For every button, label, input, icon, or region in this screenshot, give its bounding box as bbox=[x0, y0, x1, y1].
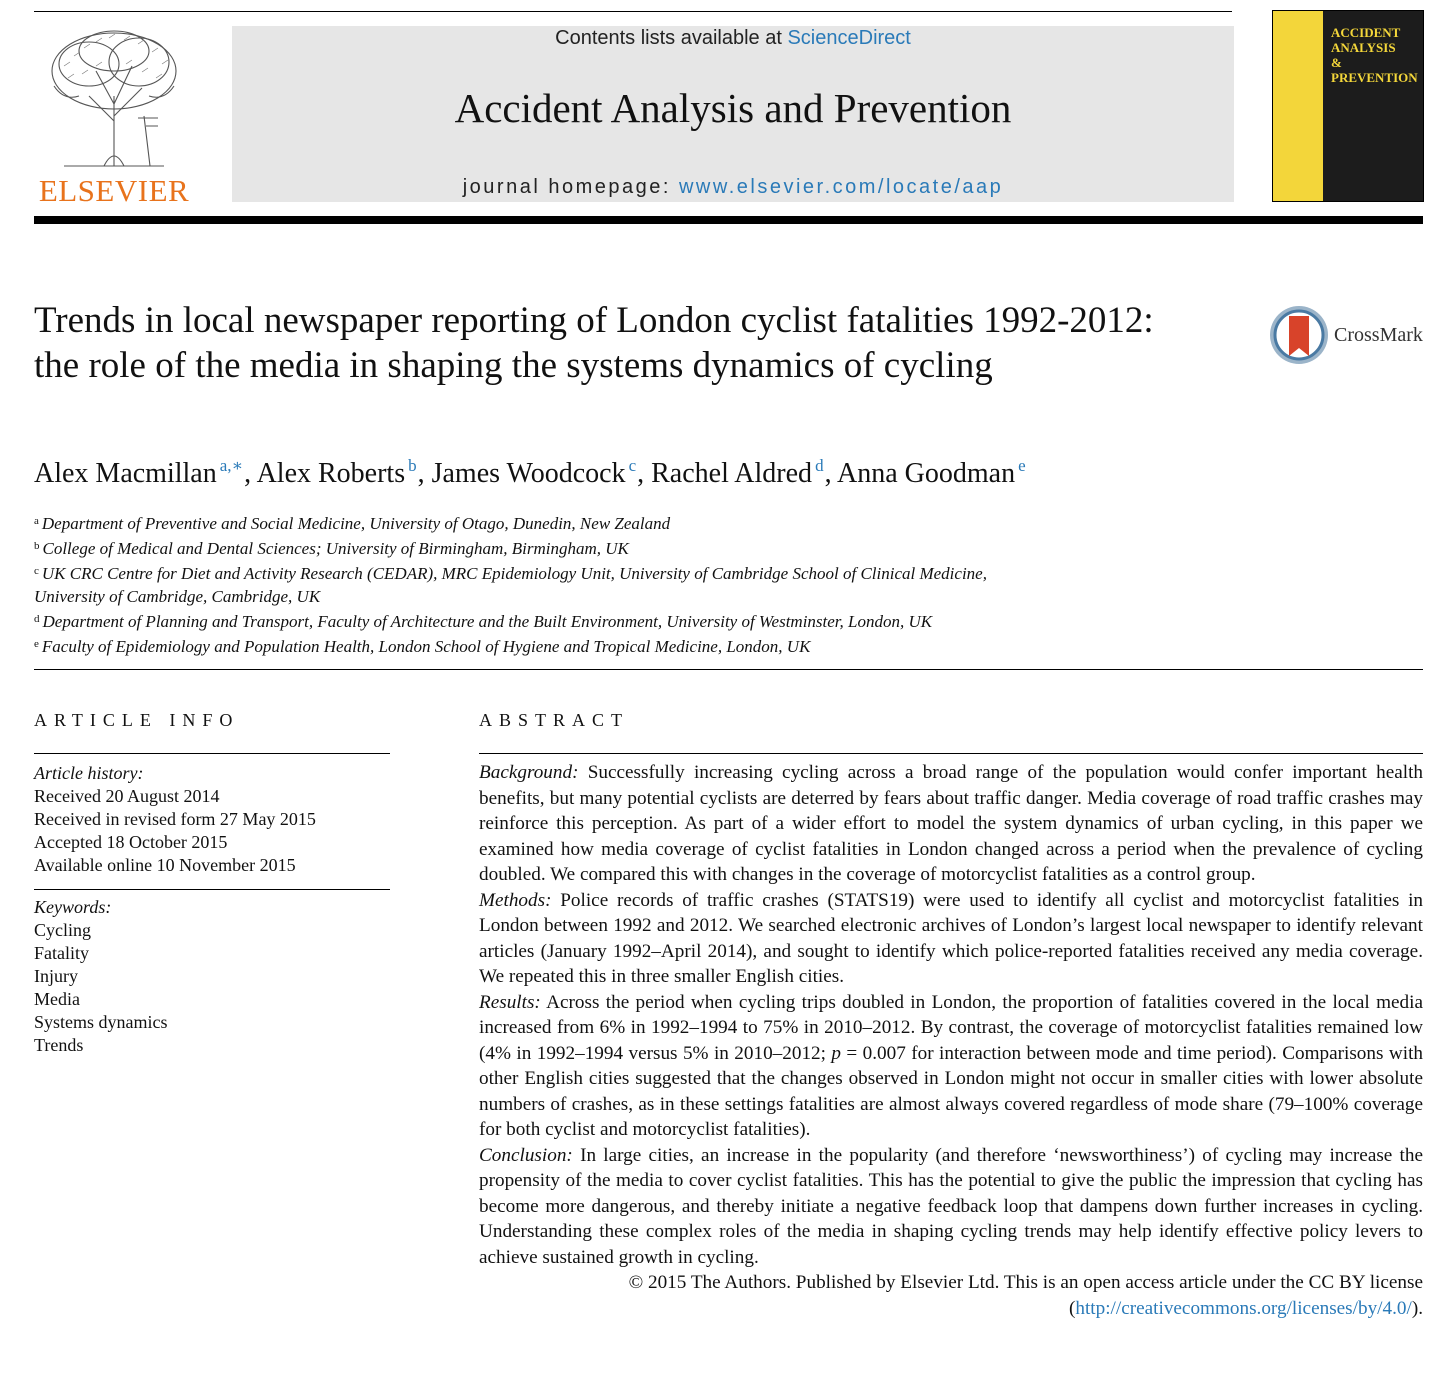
article-history bbox=[34, 762, 390, 877]
homepage-line: journal homepage: www.elsevier.com/locate/aap bbox=[462, 176, 1004, 198]
license-link[interactable]: http://creativecommons.org/licenses/by/4.0/ bbox=[1075, 1297, 1412, 1319]
author-name[interactable]: Alex Macmillan bbox=[34, 458, 217, 489]
keyword[interactable]: Cycling bbox=[34, 920, 91, 940]
publisher-name: ELSEVIER bbox=[38, 173, 190, 208]
license-line: (http://creativecommons.org/licenses/by/4.0/). bbox=[1068, 1297, 1423, 1319]
affiliation-item: $^e$ Faculty of Epidemiology and Population Health, London School of Hygiene and Tropical Medicine, London, UK bbox=[34, 637, 811, 656]
author-name[interactable]: Rachel Aldred bbox=[651, 458, 813, 489]
history-entry: Available online 10 November 2015 bbox=[34, 855, 296, 875]
keyword[interactable]: Trends bbox=[34, 1035, 84, 1055]
history-entry: Received 20 August 2014 bbox=[34, 786, 220, 806]
affiliation-item: University of Cambridge, Cambridge, UK bbox=[34, 587, 321, 606]
top-rule bbox=[34, 11, 1232, 12]
journal-header-box bbox=[232, 26, 1234, 202]
affiliation-list bbox=[34, 510, 987, 658]
keyword[interactable]: Injury bbox=[34, 966, 78, 986]
journal-title: Accident Analysis and Prevention bbox=[454, 85, 1012, 131]
keyword[interactable]: Systems dynamics bbox=[34, 1012, 168, 1032]
tree-emblem-icon bbox=[34, 26, 194, 171]
author-affil-mark[interactable]: e bbox=[1018, 456, 1026, 475]
history-label: Article history: bbox=[34, 763, 144, 783]
affiliation-item: $^c$ UK CRC Centre for Diet and Activity Research (CEDAR), MRC Epidemiology Unit, University of Cambridge School of Clinical Medicine, bbox=[34, 564, 987, 583]
abstract-body bbox=[479, 760, 1423, 1321]
affiliation-item: $^b$ College of Medical and Dental Sciences; University of Birmingham, Birmingham, UK bbox=[34, 539, 629, 558]
sciencedirect-link[interactable]: ScienceDirect bbox=[787, 27, 911, 49]
abstract-background: Background: Successfully increasing cycling across a broad range of the population would confer important health benefits, but many potential cyclists are deterred by fears about traffic danger. Media coverage of road traffic crashes may reinforce this perception. As part of a wider effort to model the system dynamics of urban cycling, in this paper we examined how media coverage of cyclist fatalities in London changed across a period when the prevalence of cycling doubled. We compared this with changes in the coverage of motorcyclist fatalities as a control group. bbox=[479, 762, 1423, 885]
journal-cover-thumbnail[interactable] bbox=[1272, 10, 1424, 202]
divider bbox=[479, 753, 1423, 754]
divider bbox=[34, 889, 390, 890]
author-affil-mark[interactable]: c bbox=[628, 456, 637, 475]
cover-title: ACCIDENT ANALYSIS & PREVENTION bbox=[1331, 25, 1418, 85]
author-affil-mark[interactable]: b bbox=[408, 456, 417, 475]
divider bbox=[34, 753, 390, 754]
author-name[interactable]: Anna Goodman bbox=[837, 458, 1016, 489]
elsevier-logo[interactable] bbox=[34, 26, 194, 208]
article-info-heading: ARTICLE INFO bbox=[34, 710, 240, 730]
author-affil-mark[interactable]: d bbox=[815, 456, 824, 475]
crossmark-label: CrossMark bbox=[1334, 324, 1423, 346]
keyword[interactable]: Fatality bbox=[34, 943, 89, 963]
keywords-label: Keywords: bbox=[34, 897, 112, 917]
crossmark-badge[interactable] bbox=[1268, 302, 1428, 368]
article-title: Trends in local newspaper reporting of London cyclist fatalities 1992-2012: the role of the media in shaping the systems dynamics of cycling bbox=[34, 300, 1154, 386]
author-list: Alex Macmillan $^{a,∗}$, Alex Roberts $^b$, James Woodcock $^c$, Rachel Aldred $^d$, Anna Goodman $^e$ bbox=[34, 456, 1026, 489]
article-info-column bbox=[34, 710, 390, 1057]
affiliation-item: $^d$ Department of Planning and Transport, Faculty of Architecture and the Built Environment, University of Westminster, London, UK bbox=[34, 612, 933, 631]
abstract-conclusion: Conclusion: In large cities, an increase in the popularity (and therefore ‘newsworthiness’) of cycling may increase the propensity of the media to cover cyclist fatalities. This has the potential to give the public the impression that cycling has become more dangerous, and thereby initiate a negative feedback loop that dampens down further increases in cycling. Understanding these complex roles of the media in shaping cycling trends may help identify effective policy levers to achieve sustained growth in cycling. bbox=[479, 1144, 1423, 1268]
abstract-methods: Methods: Police records of traffic crashes (STATS19) were used to identify all cyclist and motorcyclist fatalities in London between 1992 and 2012. We searched electronic archives of London’s largest local newspaper to identify relevant articles (January 1992–April 2014), and sought to identify which police-reported fatalities received any media coverage. We repeated this in three smaller English cities. bbox=[479, 889, 1424, 987]
abstract-results: Results: Across the period when cycling trips doubled in London, the proportion of fatalities covered in the local media increased from 6% in 1992–1994 to 75% in 2010–2012. By contrast, the coverage of motorcyclist fatalities remained low (4% in 1992–1994 versus 5% in 2010–2012; p = 0.007 for interaction between mode and time period). Comparisons with other English cities suggested that the changes observed in London might not occur in smaller cities with lower absolute numbers of crashes, as in these settings fatalities are almost always covered regardless of mode share (79–100% coverage for both cyclist and motorcyclist fatalities). bbox=[479, 991, 1423, 1140]
affiliation-item: $^a$ Department of Preventive and Social Medicine, University of Otago, Dunedin, New Zealand bbox=[34, 514, 671, 533]
keywords bbox=[34, 896, 390, 1057]
crossmark-icon bbox=[1268, 304, 1330, 366]
abstract-column bbox=[479, 710, 1423, 1321]
history-entry: Accepted 18 October 2015 bbox=[34, 832, 228, 852]
affiliations-rule bbox=[34, 669, 1423, 670]
history-entry: Received in revised form 27 May 2015 bbox=[34, 809, 316, 829]
author-name[interactable]: Alex Roberts bbox=[256, 458, 406, 489]
header-thick-rule bbox=[34, 216, 1423, 224]
cover-stripe bbox=[1273, 11, 1323, 201]
abstract-heading: ABSTRACT bbox=[479, 710, 630, 730]
keyword[interactable]: Media bbox=[34, 989, 80, 1009]
author-name[interactable]: James Woodcock bbox=[431, 458, 626, 489]
author-affil-mark[interactable]: a,∗ bbox=[219, 456, 244, 475]
contents-line: Contents lists available at ScienceDirect bbox=[555, 27, 911, 49]
journal-homepage-link[interactable]: www.elsevier.com/locate/aap bbox=[678, 176, 1004, 198]
copyright-notice: © 2015 The Authors. Published by Elsevier Ltd. This is an open access article under the CC BY license bbox=[628, 1272, 1423, 1293]
